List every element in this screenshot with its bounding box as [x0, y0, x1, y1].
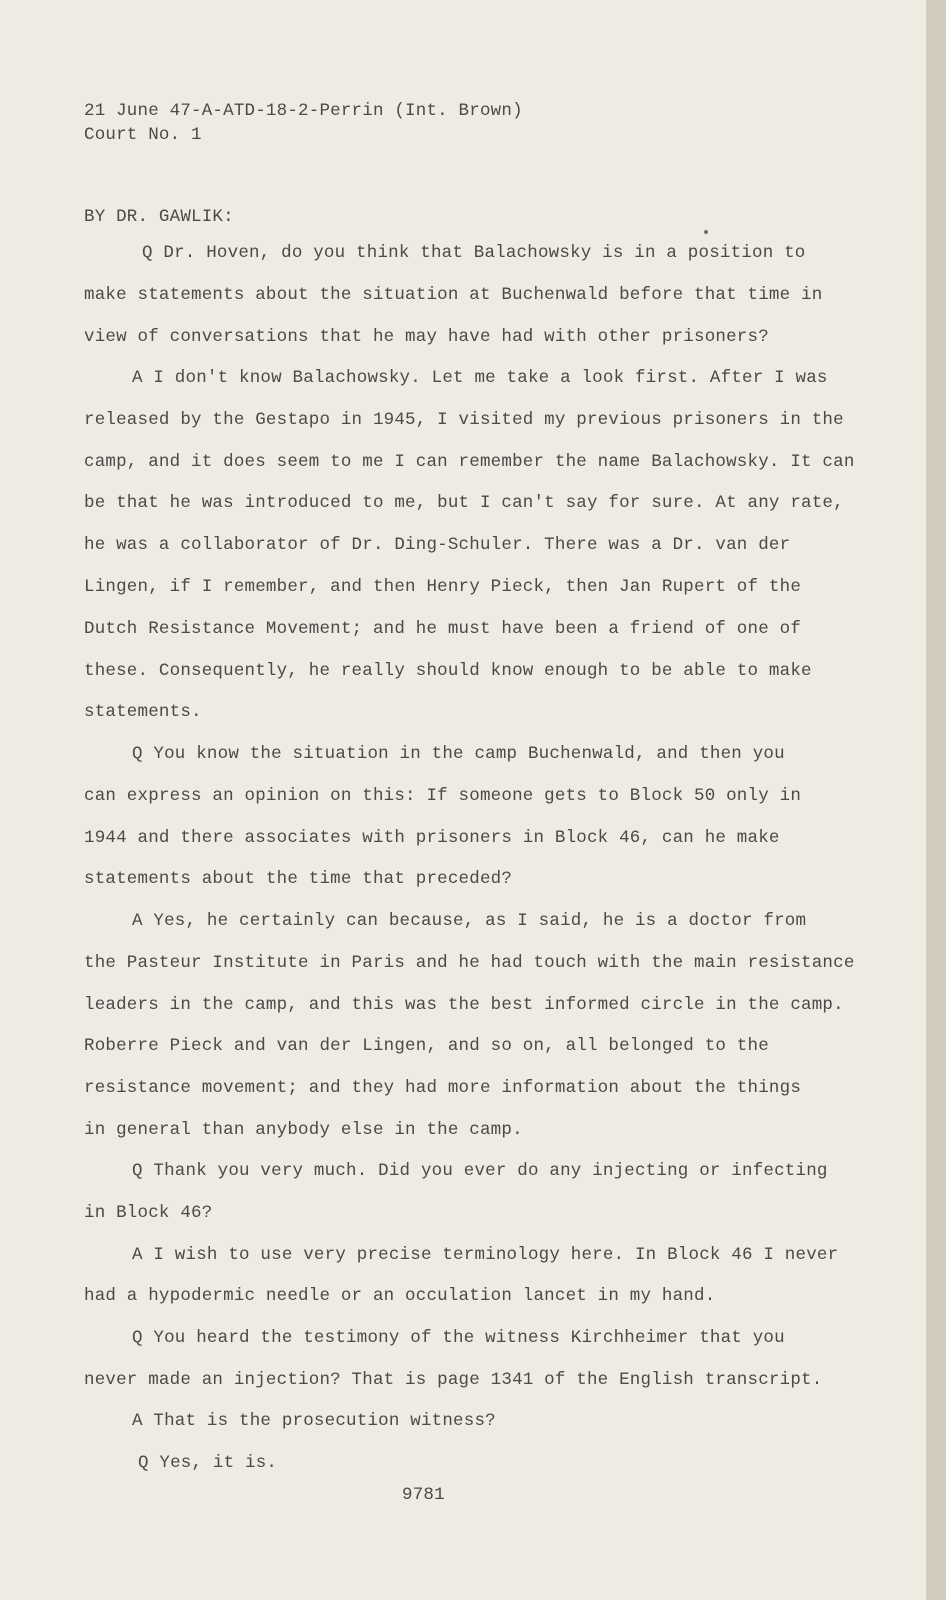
body-line: Q Thank you very much. Did you ever do any injecting or infecting	[132, 1161, 828, 1181]
body-line: statements.	[84, 702, 202, 722]
body-line: Q You know the situation in the camp Buchenwald, and then you	[132, 744, 785, 764]
body-line: Lingen, if I remember, and then Henry Pieck, then Jan Rupert of the	[84, 577, 802, 597]
body-line: never made an injection? That is page 1341 of the English transcript.	[84, 1370, 823, 1390]
body-line: A I wish to use very precise terminology here. In Block 46 I never	[132, 1245, 839, 1265]
body-line: in general than anybody else in the camp.	[84, 1120, 523, 1140]
body-line: A That is the prosecution witness?	[132, 1411, 496, 1431]
body-line: these. Consequently, he really should know enough to be able to make	[84, 661, 812, 681]
body-line: resistance movement; and they had more information about the things	[84, 1078, 802, 1098]
body-line: statements about the time that preceded?	[84, 869, 513, 889]
body-line: A I don't know Balachowsky. Let me take a look first. After I was	[132, 368, 828, 388]
body-line: Dutch Resistance Movement; and he must have been a friend of one of	[84, 619, 802, 639]
body-line: 1944 and there associates with prisoners in Block 46, can he make	[84, 828, 780, 848]
page-edge	[926, 0, 946, 1600]
body-line: A Yes, he certainly can because, as I said, he is a doctor from	[132, 911, 807, 931]
speck-mark	[704, 230, 708, 234]
header-line-2: Court No. 1	[84, 125, 202, 145]
body-line: had a hypodermic needle or an occulation lancet in my hand.	[84, 1286, 716, 1306]
body-line: leaders in the camp, and this was the best informed circle in the camp.	[84, 995, 844, 1015]
body-line: camp, and it does seem to me I can remember the name Balachowsky. It can	[84, 452, 855, 472]
body-line: released by the Gestapo in 1945, I visited my previous prisoners in the	[84, 410, 844, 430]
body-line: he was a collaborator of Dr. Ding-Schuler. There was a Dr. van der	[84, 535, 791, 555]
body-line: Q You heard the testimony of the witness Kirchheimer that you	[132, 1328, 785, 1348]
body-line: Q Yes, it is.	[138, 1453, 278, 1473]
page-number: 9781	[402, 1485, 445, 1505]
body-line: make statements about the situation at Buchenwald before that time in	[84, 285, 823, 305]
body-line: Roberre Pieck and van der Lingen, and so on, all belonged to the	[84, 1036, 769, 1056]
examiner-heading: BY DR. GAWLIK:	[84, 207, 234, 227]
body-line: be that he was introduced to me, but I can't say for sure. At any rate,	[84, 493, 844, 513]
body-line: the Pasteur Institute in Paris and he had touch with the main resistance	[84, 953, 855, 973]
body-line: view of conversations that he may have had with other prisoners?	[84, 327, 769, 347]
body-line: in Block 46?	[84, 1203, 213, 1223]
body-line: can express an opinion on this: If someone gets to Block 50 only in	[84, 786, 802, 806]
body-line: Q Dr. Hoven, do you think that Balachowsky is in a position to	[142, 243, 806, 263]
header-line-1: 21 June 47-A-ATD-18-2-Perrin (Int. Brown)	[84, 101, 523, 121]
